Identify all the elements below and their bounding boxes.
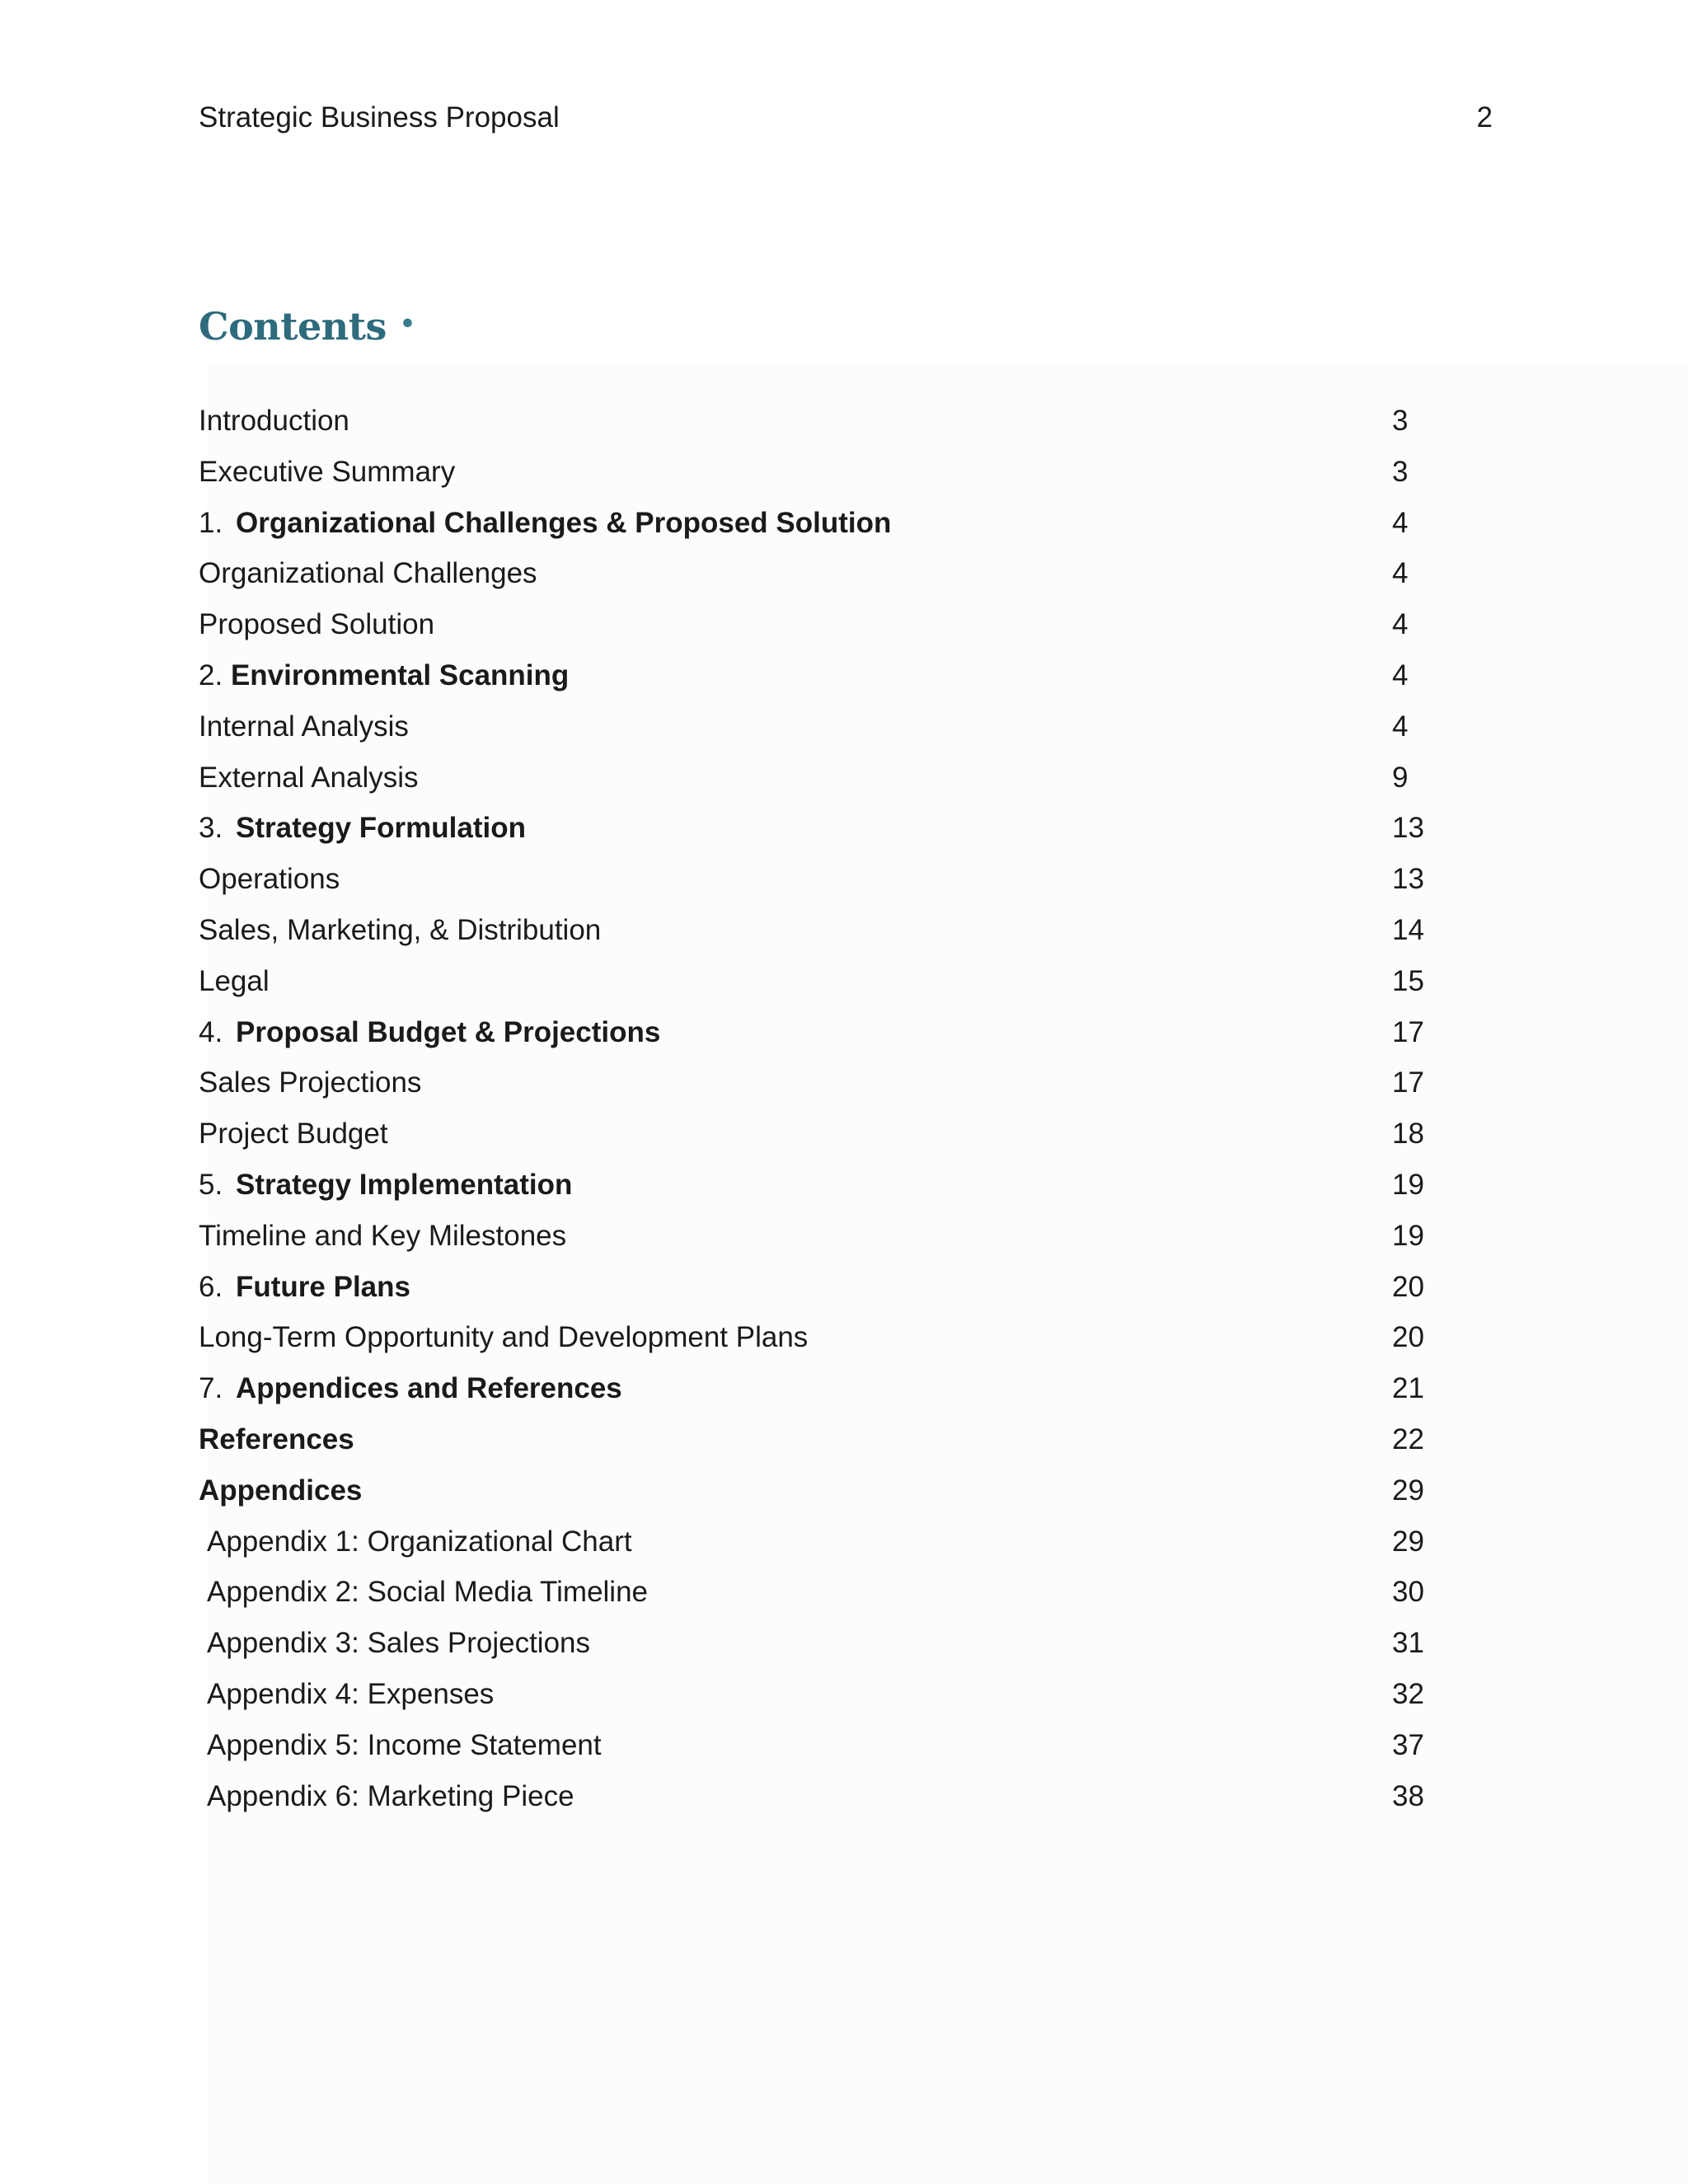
toc-page-number: 4 xyxy=(1392,557,1409,590)
toc-entry[interactable] xyxy=(199,548,1435,599)
toc-page-number: 3 xyxy=(1392,455,1409,488)
toc-page-number: 4 xyxy=(1392,506,1409,539)
toc-entry[interactable] xyxy=(199,956,1435,1007)
toc-page-number: 32 xyxy=(1392,1677,1424,1710)
toc-entry-label xyxy=(207,1567,648,1618)
document-title: Strategic Business Proposal xyxy=(199,101,560,134)
toc-entry-text: Executive Summary xyxy=(199,455,456,488)
toc-entry-label xyxy=(199,1414,354,1465)
toc-entry-label xyxy=(199,548,537,599)
running-header xyxy=(199,97,1493,138)
toc-section-number: 5. xyxy=(199,1168,223,1201)
toc-section-number: 4. xyxy=(199,1015,223,1048)
toc-entry[interactable] xyxy=(199,1465,1435,1516)
toc-entry[interactable] xyxy=(199,1057,1435,1108)
toc-entry[interactable] xyxy=(199,854,1435,905)
toc-entry-label xyxy=(199,701,409,752)
toc-page-number: 4 xyxy=(1392,710,1409,743)
toc-entry-text: Environmental Scanning xyxy=(230,658,570,691)
contents-heading xyxy=(199,300,415,356)
toc-entry-label xyxy=(199,752,419,804)
toc-page-number: 14 xyxy=(1392,913,1424,946)
toc-entry-label xyxy=(199,854,340,905)
toc-entry-label xyxy=(207,1516,632,1568)
toc-entry[interactable] xyxy=(199,396,1435,447)
toc-entry-label xyxy=(199,803,526,854)
toc-page-number: 13 xyxy=(1392,863,1424,896)
toc-page-number: 20 xyxy=(1392,1321,1424,1354)
toc-entry-label xyxy=(199,1312,808,1363)
toc-page-number: 29 xyxy=(1392,1474,1424,1507)
toc-entry-text: Appendix 5: Income Statement xyxy=(207,1728,602,1761)
toc-entry-label xyxy=(199,1465,362,1516)
toc-entry-text: Introduction xyxy=(199,405,349,437)
toc-entry-text: Appendix 4: Expenses xyxy=(207,1677,495,1710)
toc-entry[interactable] xyxy=(199,1567,1435,1618)
toc-entry-text: Appendix 1: Organizational Chart xyxy=(207,1525,632,1558)
toc-entry-text: Project Budget xyxy=(199,1118,388,1151)
table-of-contents xyxy=(199,396,1435,1821)
toc-page-number: 17 xyxy=(1392,1015,1424,1048)
toc-section-number: 7. xyxy=(199,1372,223,1405)
page-number: 2 xyxy=(1476,101,1493,134)
toc-entry-label xyxy=(199,599,434,650)
toc-entry-text: Organizational Challenges xyxy=(199,557,537,590)
toc-page-number: 31 xyxy=(1392,1627,1424,1660)
toc-section-number: 1. xyxy=(199,506,223,539)
toc-entry[interactable] xyxy=(199,905,1435,956)
toc-page-number: 4 xyxy=(1392,658,1409,691)
toc-entry-label xyxy=(207,1618,590,1669)
toc-entry-text: External Analysis xyxy=(199,761,419,794)
toc-entry-label xyxy=(199,1160,572,1211)
toc-entry[interactable] xyxy=(199,1312,1435,1363)
toc-entry[interactable] xyxy=(199,1108,1435,1160)
toc-entry[interactable] xyxy=(199,447,1435,498)
toc-entry-label xyxy=(199,956,270,1007)
toc-page-number: 9 xyxy=(1392,761,1409,794)
toc-entry[interactable] xyxy=(199,1618,1435,1669)
toc-entry-text: Timeline and Key Milestones xyxy=(199,1219,567,1252)
toc-entry-text: Proposal Budget & Projections xyxy=(236,1015,661,1048)
toc-page-number: 18 xyxy=(1392,1118,1424,1151)
toc-entry-label xyxy=(207,1771,574,1822)
toc-entry-label xyxy=(199,1363,622,1414)
toc-entry[interactable] xyxy=(199,701,1435,752)
toc-section-number: 3. xyxy=(199,812,223,845)
toc-entry-label xyxy=(207,1720,602,1771)
toc-entry-label xyxy=(199,447,455,498)
contents-heading-text: Contents xyxy=(199,304,387,349)
toc-entry-label xyxy=(199,1262,410,1313)
toc-entry-text: Future Plans xyxy=(236,1270,410,1303)
toc-entry-text: Sales, Marketing, & Distribution xyxy=(199,913,602,946)
toc-entry-text: Appendix 3: Sales Projections xyxy=(207,1627,590,1660)
toc-entry[interactable] xyxy=(199,1160,1435,1211)
toc-page-number: 19 xyxy=(1392,1219,1424,1252)
toc-entry-label xyxy=(199,1108,388,1160)
toc-entry[interactable] xyxy=(199,803,1435,854)
toc-entry[interactable] xyxy=(199,752,1435,804)
toc-page-number: 21 xyxy=(1392,1372,1424,1405)
toc-entry-text: Legal xyxy=(199,964,270,997)
toc-entry-text: Appendix 2: Social Media Timeline xyxy=(207,1576,649,1609)
toc-entry[interactable] xyxy=(199,650,1435,701)
toc-entry-label xyxy=(199,1211,566,1262)
toc-entry[interactable] xyxy=(199,1669,1435,1720)
toc-entry-text: References xyxy=(199,1422,354,1455)
toc-page-number: 38 xyxy=(1392,1779,1424,1812)
toc-entry-label xyxy=(199,1057,421,1108)
toc-entry-text: Appendices xyxy=(199,1474,363,1507)
toc-page-number: 29 xyxy=(1392,1525,1424,1558)
toc-entry[interactable] xyxy=(199,1771,1435,1822)
toc-entry[interactable] xyxy=(199,1363,1435,1414)
toc-entry-label xyxy=(199,650,569,701)
toc-entry-label xyxy=(207,1669,494,1720)
toc-entry[interactable] xyxy=(199,1414,1435,1465)
toc-entry-text: Appendix 6: Marketing Piece xyxy=(207,1779,574,1812)
toc-entry[interactable] xyxy=(199,1516,1435,1568)
toc-entry-label xyxy=(199,905,601,956)
toc-entry-text: Proposed Solution xyxy=(199,608,435,641)
heading-bullet-icon: • xyxy=(399,310,415,339)
toc-section-number: 2. xyxy=(199,658,223,691)
toc-entry-text: Appendices and References xyxy=(236,1372,622,1405)
toc-entry-text: Operations xyxy=(199,863,340,896)
toc-entry[interactable] xyxy=(199,1720,1435,1771)
toc-entry-label xyxy=(199,498,891,549)
toc-page-number: 22 xyxy=(1392,1422,1424,1455)
toc-section-number: 6. xyxy=(199,1270,223,1303)
toc-entry[interactable] xyxy=(199,1211,1435,1262)
toc-entry-text: Strategy Formulation xyxy=(236,812,526,845)
toc-entry-text: Internal Analysis xyxy=(199,710,409,743)
toc-entry-text: Organizational Challenges & Proposed Solution xyxy=(236,506,892,539)
toc-entry-text: Strategy Implementation xyxy=(236,1168,573,1201)
toc-entry[interactable] xyxy=(199,498,1435,549)
toc-entry[interactable] xyxy=(199,1007,1435,1058)
toc-page-number: 19 xyxy=(1392,1168,1424,1201)
toc-page-number: 20 xyxy=(1392,1270,1424,1303)
toc-entry-label xyxy=(199,396,349,447)
toc-entry[interactable] xyxy=(199,1262,1435,1313)
toc-entry[interactable] xyxy=(199,599,1435,650)
toc-page-number: 13 xyxy=(1392,812,1424,845)
toc-entry-text: Sales Projections xyxy=(199,1066,422,1099)
toc-page-number: 17 xyxy=(1392,1066,1424,1099)
toc-page-number: 3 xyxy=(1392,405,1409,437)
toc-page-number: 30 xyxy=(1392,1576,1424,1609)
toc-entry-label xyxy=(199,1007,660,1058)
toc-entry-text: Long-Term Opportunity and Development Plans xyxy=(199,1321,809,1354)
toc-page-number: 15 xyxy=(1392,964,1424,997)
toc-page-number: 4 xyxy=(1392,608,1409,641)
toc-page-number: 37 xyxy=(1392,1728,1424,1761)
